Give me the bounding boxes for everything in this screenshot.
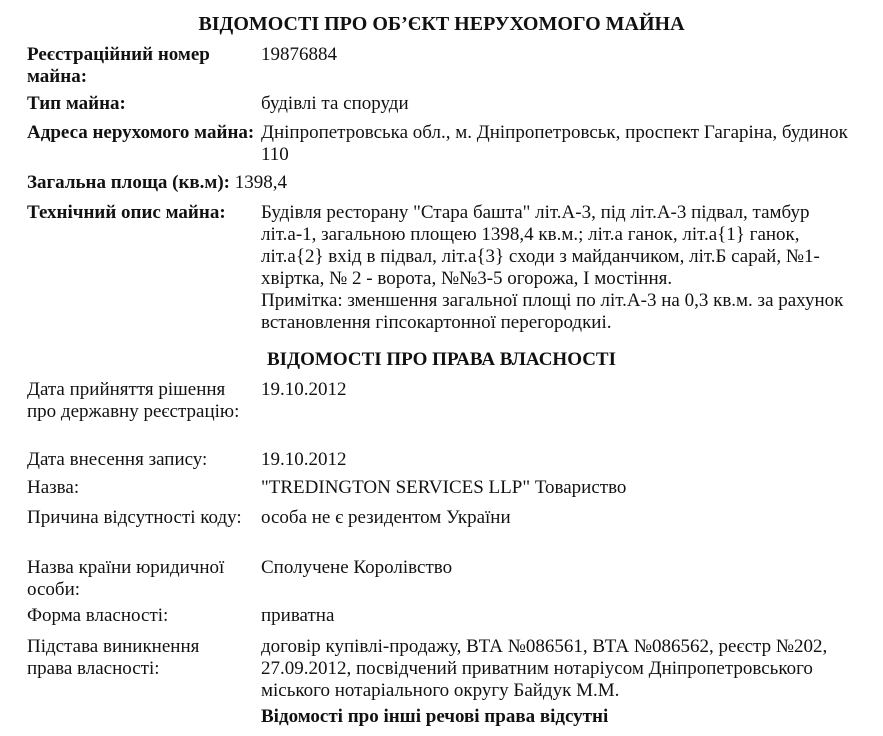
field-value: Дніпропетровська обл., м. Дніпропетровськ, проспект Гагаріна, будинок 110 — [261, 122, 848, 165]
field-label: Загальна площа (кв.м): — [27, 172, 231, 193]
field-value: договір купівлі-продажу, ВТА №086561, ВТА №086562, реєстр №202, 27.09.2012, посвідчений приватним нотаріусом Дніпропетровського міського нотаріального округу Байдук М.М. — [261, 636, 828, 701]
field-value: Сполучене Королівство — [261, 557, 453, 578]
ownership-section-title: ВІДОМОСТІ ПРО ПРАВА ВЛАСНОСТІ — [266, 349, 616, 370]
field-label: Технічний опис майна: — [27, 202, 226, 223]
field-value: особа не є резидентом України — [261, 507, 511, 528]
field-value: 19876884 — [261, 44, 337, 65]
field-value: "TREDINGTON SERVICES LLP" Товариство — [261, 477, 627, 498]
field-label: Дата внесення запису: — [27, 449, 208, 470]
field-value: 19.10.2012 — [261, 379, 347, 400]
field-value: Будівля ресторану "Стара башта" літ.А-3, під літ.А-3 підвал, тамбур літ.а-1, загальною площею 1398,4 кв.м.; літ.а ганок, літ.а{1} ганок, літ.а{2} вхід в підвал, літ.а{3} сходи з майданчиком, літ.Б сарай, №1-хвіртка, № 2 - ворота, №№3-5 огорожа, І мостіння. — [261, 202, 820, 289]
field-value: 19.10.2012 — [261, 449, 347, 470]
document-title: ВІДОМОСТІ ПРО ОБ’ЄКТ НЕРУХОМОГО МАЙНА — [198, 13, 685, 35]
field-label: Дата прийняття рішення про державну реєстрацію: — [27, 379, 240, 422]
field-value: будівлі та споруди — [261, 93, 409, 114]
field-label: Причина відсутності коду: — [27, 507, 242, 528]
field-label: Назва: — [27, 477, 80, 498]
field-value: приватна — [261, 605, 335, 626]
field-note: Примітка: зменшення загальної площі по літ.А-3 на 0,3 кв.м. за рахунок встановлення гіпсокартонної перегородкиі. — [261, 290, 844, 333]
field-label: Форма власності: — [27, 605, 169, 626]
field-label: Реєстраційний номер майна: — [27, 44, 210, 87]
field-value: 1398,4 — [234, 172, 288, 193]
field-label: Підстава виникнення права власності: — [27, 636, 200, 679]
field-label: Адреса нерухомого майна: — [27, 122, 255, 143]
field-label: Назва країни юридичної особи: — [27, 557, 225, 600]
other-rights-note: Відомості про інші речові права відсутні — [261, 706, 609, 727]
field-label: Тип майна: — [27, 93, 126, 114]
